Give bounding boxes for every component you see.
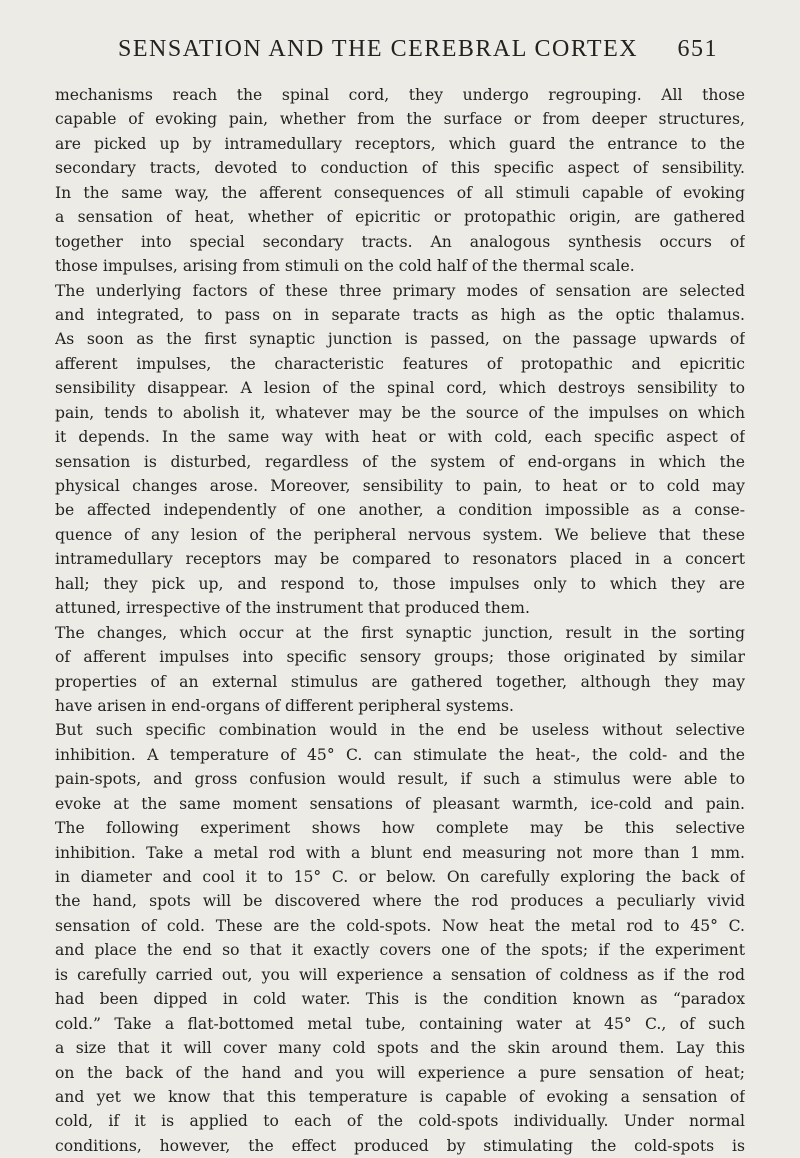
text-line: mechanisms reach the spinal cord, they undergo regrouping. All those [55, 86, 745, 104]
text-line: pain, tends to abolish it, whatever may be the source of the impulses on which [55, 403, 745, 422]
text-line: have arisen in end-organs of different peripheral systems. [55, 696, 514, 715]
text-line: evoke at the same moment sensations of pleasant warmth, ice-cold and pain. [55, 794, 745, 813]
text-line: a sensation of heat, whether of epicritic or protopathic origin, are gathered [55, 208, 745, 227]
body-text [55, 83, 745, 1158]
text-line: is carefully carried out, you will experience a sensation of coldness as if the rod [55, 965, 745, 984]
text-line: and integrated, to pass on in separate tracts as high as the optic thalamus. [55, 305, 745, 324]
text-line: and yet we know that this temperature is capable of evoking a sensation of [55, 1087, 745, 1106]
text-line: the hand, spots will be discovered where the rod produces a peculiarly vivid [55, 892, 745, 911]
text-line: cold.” Take a flat-bottomed metal tube, containing water at 45° C., of such [55, 1014, 745, 1033]
text-line: intramedullary receptors may be compared to resonators placed in a concert [55, 550, 745, 569]
text-line: capable of evoking pain, whether from the surface or from deeper structures, [55, 110, 745, 129]
text-line: sensation of cold. These are the cold-spots. Now heat the metal rod to 45° C. [55, 916, 745, 935]
text-line: The following experiment shows how complete may be this selective [55, 819, 745, 838]
text-line: inhibition. Take a metal rod with a blunt end measuring not more than 1 mm. [55, 843, 745, 862]
text-line: physical changes arose. Moreover, sensibility to pain, to heat or to cold may [55, 477, 745, 495]
text-line: But such specific combination would in the end be useless without selective [55, 721, 745, 740]
text-line: on the back of the hand and you will experience a pure sensation of heat; [55, 1063, 745, 1082]
text-line: afferent impulses, the characteristic features of protopathic and epicritic [55, 354, 745, 373]
text-line: hall; they pick up, and respond to, those impulses only to which they are [55, 574, 745, 593]
text-line: are picked up by intramedullary receptors, which guard the entrance to the [55, 134, 745, 153]
text-line: sensibility disappear. A lesion of the spinal cord, which destroys sensibility to [55, 379, 745, 398]
text-line: pain-spots, and gross confusion would result, if such a stimulus were able to [55, 770, 745, 789]
text-line: conditions, however, the effect produced by stimulating the cold-spots is [55, 1136, 745, 1155]
text-line: cold, if it is applied to each of the cold-spots individually. Under normal [55, 1112, 745, 1131]
text-line: inhibition. A temperature of 45° C. can stimulate the heat-, the cold- and the [55, 745, 745, 764]
text-line: properties of an external stimulus are gathered together, although they may [55, 672, 745, 691]
text-line: of afferent impulses into specific sensory groups; those originated by similar [55, 648, 745, 667]
text-line: As soon as the first synaptic junction is passed, on the passage upwards of [55, 330, 745, 349]
text-line: The underlying factors of these three primary modes of sensation are selected [55, 281, 745, 300]
text-line: The changes, which occur at the first synaptic junction, result in the sorting [55, 623, 745, 642]
page-number: 651 [677, 36, 718, 62]
text-line: and place the end so that it exactly covers one of the spots; if the experiment [55, 941, 745, 960]
text-line: together into special secondary tracts. An analogous synthesis occurs of [55, 232, 745, 251]
text-line: a size that it will cover many cold spots and the skin around them. Lay this [55, 1039, 745, 1058]
running-head-title: SENSATION AND THE CEREBRAL CORTEX [118, 36, 639, 62]
text-line: be affected independently of one another, a condition impossible as a conse- [55, 501, 745, 520]
text-line: attuned, irrespective of the instrument that produced them. [55, 599, 530, 618]
text-line: in diameter and cool it to 15° C. or below. On carefully exploring the back of [55, 868, 745, 886]
text-line: had been dipped in cold water. This is the condition known as “paradox [55, 990, 745, 1009]
text-line: secondary tracts, devoted to conduction of this specific aspect of sensibility. [55, 159, 745, 178]
text-line: it depends. In the same way with heat or with cold, each specific aspect of [55, 428, 745, 447]
text-line: In the same way, the afferent consequences of all stimuli capable of evoking [55, 183, 745, 202]
text-line: those impulses, arising from stimuli on the cold half of the thermal scale. [55, 257, 635, 276]
text-line: quence of any lesion of the peripheral nervous system. We believe that these [55, 525, 745, 544]
text-line: sensation is disturbed, regardless of the system of end-organs in which the [55, 452, 745, 471]
